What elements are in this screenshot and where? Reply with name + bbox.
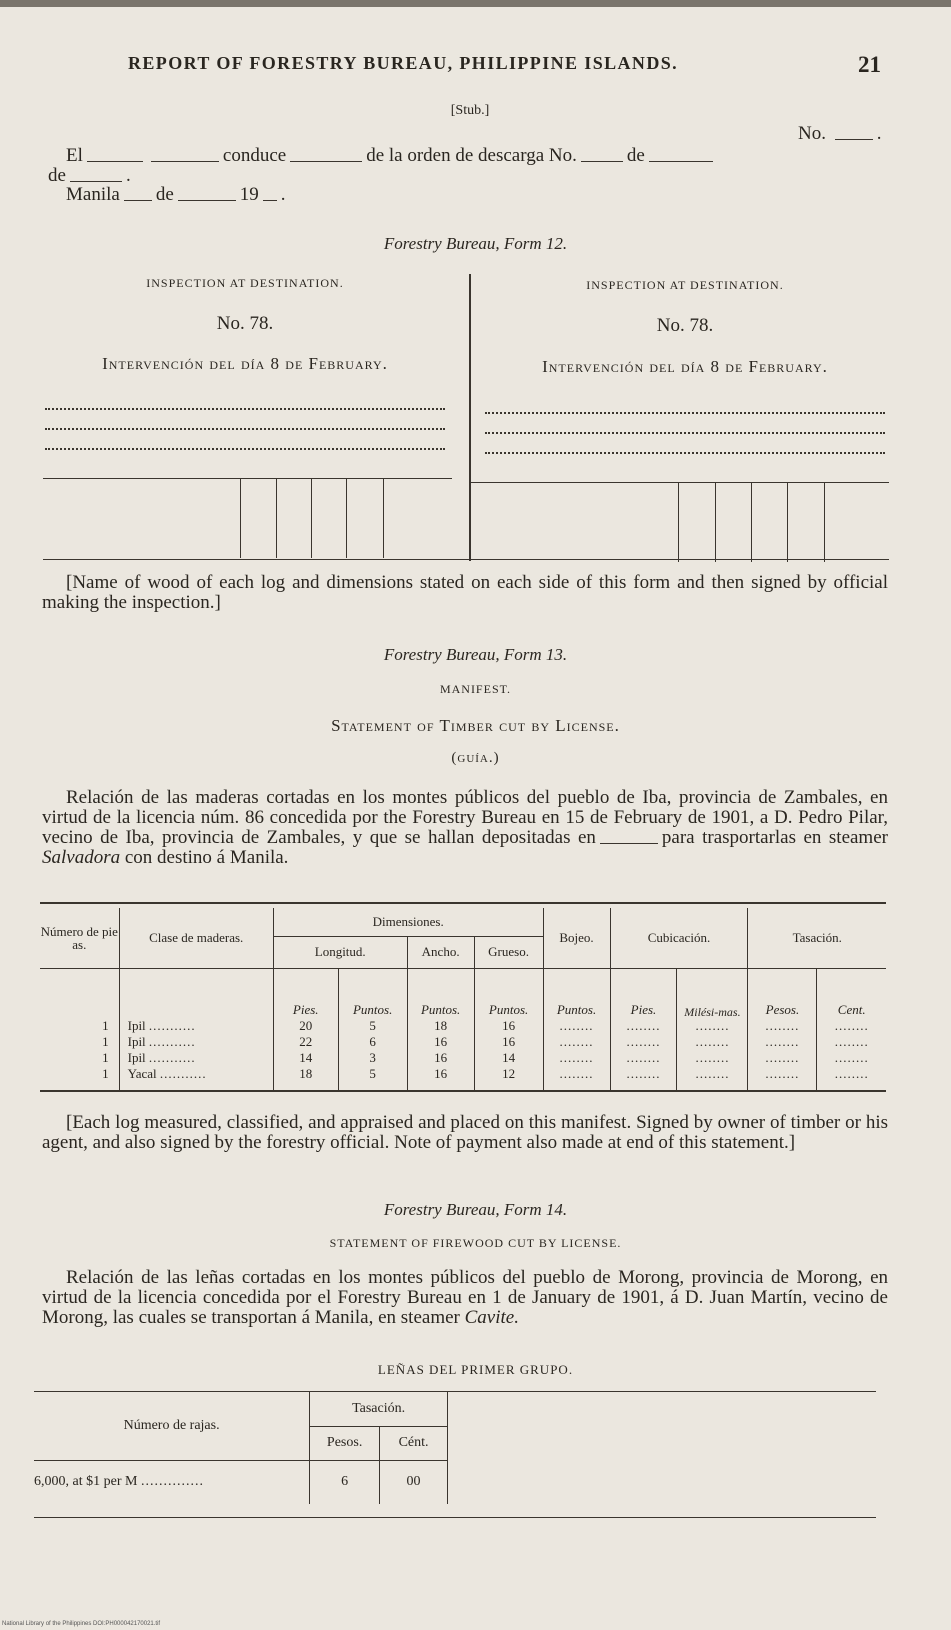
- header-cent: Cént.: [380, 1426, 448, 1460]
- header-pesos: Pesos.: [310, 1426, 380, 1460]
- column-rule: [240, 478, 241, 558]
- form-14-title: Forestry Bureau, Form 14.: [383, 1200, 568, 1219]
- stub-line-2: de .: [48, 165, 131, 186]
- form-12-right-number: No. 78.: [656, 315, 714, 336]
- row-pies: 14: [273, 1050, 338, 1066]
- form-12-divider: [469, 274, 471, 561]
- header-grueso: Grueso.: [474, 936, 543, 968]
- row-blank: ........: [610, 1050, 677, 1066]
- column-rule: [276, 478, 277, 558]
- row-blank: ........: [610, 1066, 677, 1082]
- column-rule: [787, 482, 788, 562]
- row-blank: ........: [543, 1018, 610, 1034]
- column-rule: [751, 482, 752, 562]
- table-row: [40, 1066, 886, 1082]
- scan-edge: [0, 0, 951, 7]
- row-num: 1: [40, 1018, 119, 1034]
- row-blank: ........: [834, 1034, 869, 1049]
- form-14-body: Relación de las leñas cortadas en los montes públicos del pueblo de Morong, provincia de Morong, en virtud de la licencia concedida por el Forestry Bureau en 1 de January de 1901, á D. Juan Martín, vecino de Morong, las cuales se transportan á Manila, en steamer Cavite.: [42, 1267, 888, 1328]
- row-blank: ........: [677, 1050, 748, 1066]
- header-dimensiones: Dimensiones.: [273, 908, 543, 936]
- form-14-statement: STATEMENT OF FIREWOOD CUT BY LICENSE.: [329, 1236, 622, 1250]
- row-blank: ........: [834, 1066, 869, 1081]
- row-pies: 18: [273, 1066, 338, 1082]
- form-13-title: Forestry Bureau, Form 13.: [383, 645, 568, 664]
- table-row: [40, 1050, 886, 1066]
- form-13-manifest: MANIFEST.: [439, 682, 512, 696]
- header-cubicacion: Cubicación.: [610, 908, 748, 968]
- firewood-row-pesos: 6: [310, 1460, 380, 1504]
- form-12-right-intervention: Intervención del día 8 de February.: [542, 357, 828, 376]
- header-tasacion: Tasación.: [310, 1392, 448, 1426]
- row-num: 1: [40, 1034, 119, 1050]
- header-longitud: Longitud.: [273, 936, 407, 968]
- column-rule: [311, 478, 312, 558]
- stub-label: [Stub.]: [450, 103, 490, 118]
- row-blank: ........: [748, 1066, 817, 1082]
- table-row: [40, 1034, 886, 1050]
- header-clase: Clase de maderas.: [119, 908, 273, 968]
- row-blank: ........: [677, 1018, 748, 1034]
- row-grueso: 12: [474, 1066, 543, 1082]
- row-ancho: 18: [407, 1018, 474, 1034]
- row-puntos: 5: [338, 1066, 407, 1082]
- page-header: REPORT OF FORESTRY BUREAU, PHILIPPINE ISLANDS.: [128, 53, 679, 73]
- form-12-right-heading: INSPECTION AT DESTINATION.: [586, 278, 784, 292]
- column-rule: [824, 482, 825, 562]
- row-num: 1: [40, 1050, 119, 1066]
- firewood-row-label: 6,000, at $1 per M ..............: [34, 1460, 310, 1504]
- stub-line-1: El conduce de la orden de descarga No. de: [66, 146, 886, 166]
- dotted-line: [485, 452, 885, 454]
- row-blank: ........: [748, 1050, 817, 1066]
- column-rule: [346, 478, 347, 558]
- form-12-left-heading: INSPECTION AT DESTINATION.: [146, 276, 344, 290]
- row-blank: ........: [543, 1050, 610, 1066]
- header-numero-rajas: Número de rajas.: [34, 1392, 310, 1460]
- form-13-note: [Each log measured, classified, and appraised and placed on this manifest. Signed by owner of timber or his agent, and also signed by the forestry official. Note of payment also made at end of this statement.]: [42, 1112, 888, 1153]
- row-grueso: 16: [474, 1018, 543, 1034]
- row-blank: ........: [834, 1050, 869, 1065]
- rule: [43, 559, 889, 560]
- unit-milesimas: Milési-mas.: [677, 968, 748, 1018]
- stub-number: No. .: [798, 123, 882, 144]
- dotted-line: [485, 412, 885, 414]
- page-number: 21: [858, 52, 881, 77]
- row-puntos: 3: [338, 1050, 407, 1066]
- form-13-guia: (guía.): [451, 750, 500, 766]
- header-tasacion: Tasación.: [748, 908, 886, 968]
- row-pies: 22: [273, 1034, 338, 1050]
- dotted-line: [485, 432, 885, 434]
- manifest-table: [40, 902, 886, 1092]
- column-rule: [715, 482, 716, 562]
- form-12-note: [Name of wood of each log and dimensions stated on each side of this form and then signed by official making the inspection.]: [42, 572, 888, 613]
- dotted-line: [45, 408, 445, 410]
- unit-pies: Pies.: [610, 968, 677, 1018]
- header-ancho: Ancho.: [407, 936, 474, 968]
- row-puntos: 5: [338, 1018, 407, 1034]
- dotted-line: [45, 448, 445, 450]
- rule: [40, 1090, 886, 1092]
- form-13-body: Relación de las maderas cortadas en los montes públicos del pueblo de Iba, provincia de Zambales, en virtud de la licencia núm. 86 concedida por the Forestry Bureau en 15 de February de 1901, a D. Pedro Pilar, vecino de Iba, provincia de Zambales, y que se hallan depositadas en para trasportarlas en steamer Salvadora con destino á Manila.: [42, 787, 888, 868]
- row-ancho: 16: [407, 1034, 474, 1050]
- form-12-title: Forestry Bureau, Form 12.: [383, 234, 568, 253]
- row-blank: ........: [748, 1018, 817, 1034]
- row-num: 1: [40, 1066, 119, 1082]
- row-blank: ........: [748, 1034, 817, 1050]
- row-blank: ........: [677, 1034, 748, 1050]
- row-blank: ........: [834, 1018, 869, 1033]
- row-pies: 20: [273, 1018, 338, 1034]
- unit-puntos: Puntos.: [407, 968, 474, 1018]
- row-wood: Yacal ...........: [119, 1066, 273, 1082]
- row-grueso: 16: [474, 1034, 543, 1050]
- row-blank: ........: [543, 1034, 610, 1050]
- column-rule: [383, 478, 384, 558]
- rule: [40, 902, 886, 904]
- row-grueso: 14: [474, 1050, 543, 1066]
- row-blank: ........: [543, 1066, 610, 1082]
- header-numero: Número de pie as.: [40, 908, 119, 968]
- row-blank: ........: [610, 1034, 677, 1050]
- form-12-left-number: No. 78.: [216, 313, 274, 334]
- unit-puntos: Puntos.: [338, 968, 407, 1018]
- form-12-left-intervention: Intervención del día 8 de February.: [102, 354, 388, 373]
- row-wood: Ipil ...........: [119, 1018, 273, 1034]
- unit-pesos: Pesos.: [748, 968, 817, 1018]
- row-blank: ........: [677, 1066, 748, 1082]
- firewood-row-cent: 00: [380, 1460, 448, 1504]
- rule: [43, 478, 452, 479]
- stub-line-3: Manila de 19 .: [66, 184, 286, 205]
- unit-pies: Pies.: [273, 968, 338, 1018]
- row-puntos: 6: [338, 1034, 407, 1050]
- form-14-group: LEÑAS DEL PRIMER GRUPO.: [377, 1362, 574, 1377]
- row-ancho: 16: [407, 1066, 474, 1082]
- column-rule: [678, 482, 679, 562]
- rule: [471, 482, 889, 483]
- form-13-statement: Statement of Timber cut by License.: [331, 716, 620, 735]
- row-blank: ........: [610, 1018, 677, 1034]
- unit-cent: Cent.: [837, 1002, 866, 1017]
- unit-puntos: Puntos.: [474, 968, 543, 1018]
- row-wood: Ipil ...........: [119, 1050, 273, 1066]
- rule: [34, 1517, 876, 1518]
- dotted-line: [45, 428, 445, 430]
- row-ancho: 16: [407, 1050, 474, 1066]
- firewood-table: [34, 1392, 448, 1504]
- unit-puntos: Puntos.: [543, 968, 610, 1018]
- table-row: [40, 1018, 886, 1034]
- row-wood: Ipil ...........: [119, 1034, 273, 1050]
- header-bojeo: Bojeo.: [543, 908, 610, 968]
- scan-credit: National Library of the Philippines DOI:PH000042170021.tif: [2, 1621, 161, 1627]
